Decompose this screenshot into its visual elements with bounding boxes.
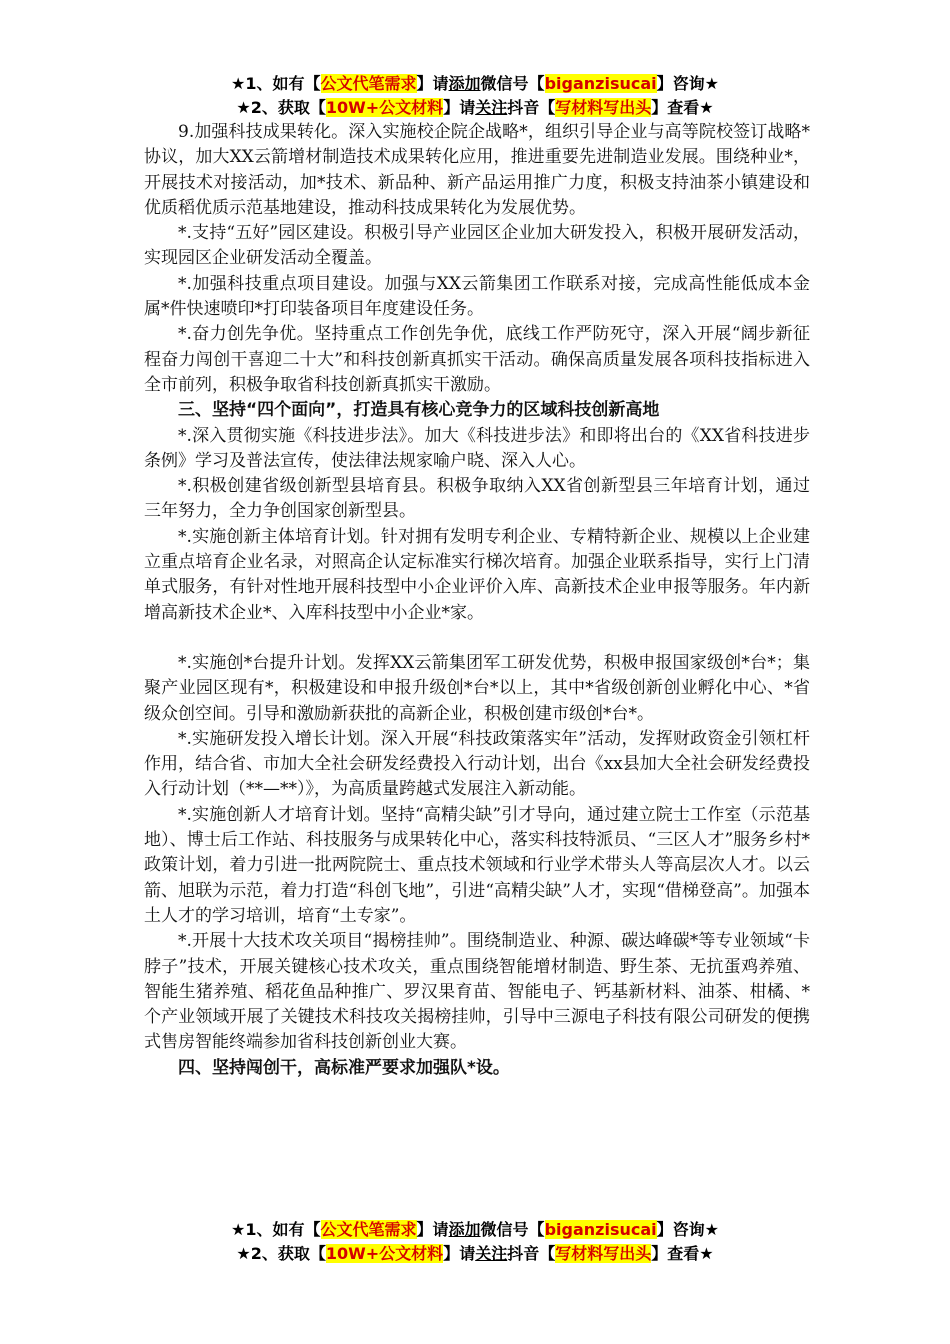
banner-text: 】咨询★: [656, 1220, 719, 1239]
banner-text: 】查看★: [651, 1244, 714, 1263]
banner-emphasis: 关注: [475, 1244, 508, 1263]
banner-emphasis: 添加: [448, 1220, 481, 1239]
banner-text: ★2、获取【: [236, 1244, 326, 1263]
banner-emphasis: 关注: [475, 98, 508, 117]
banner-text: 】请: [416, 74, 449, 93]
banner-highlight-materials: 10W+公文材料: [325, 1244, 444, 1263]
paragraph: *.实施研发投入增长计划。深入开展“科技政策落实年”活动，发挥财政资金引领杠杆作用，结合省、市加大全社会研发经费投入行动计划，出台《xx县加大全社会研发经费投入行动计划（**—**）》，为高质量跨越式发展注入新动能。: [144, 728, 810, 800]
banner-text: 抖音【: [507, 1244, 556, 1263]
banner-highlight-service: 公文代笔需求: [320, 1220, 417, 1239]
banner-highlight-wechat-id: biganzisucai: [544, 74, 657, 93]
paragraph: *.开展十大技术攻关项目“揭榜挂帅”。围绕制造业、种源、碳达峰碳*等专业领域“卡脖子”技术，开展关键核心技术攻关，重点围绕智能增材制造、野生茶、无抗蛋鸡养殖、智能生猪养殖、稻花鱼品种推广、罗汉果育苗、智能电子、钙基新材料、油茶、柑橘、*个产业领域开展了关键技术科技攻关揭榜挂帅，引导中三源电子科技有限公司研发的便携式售房智能终端参加省科技创新创业大赛。: [144, 931, 810, 1053]
banner-text: 】请: [443, 98, 476, 117]
banner-text: 】请: [416, 1220, 449, 1239]
banner-text: 微信号【: [480, 1220, 545, 1239]
banner-text: ★2、获取【: [236, 98, 326, 117]
promo-banner-top-line1: [0, 72, 950, 96]
paragraph: *.积极创建省级创新型县培育县。积极争取纳入XX省创新型县三年培育计划，通过三年努力，全力争创国家创新型县。: [144, 476, 810, 522]
banner-text: 】咨询★: [656, 74, 719, 93]
paragraph: *.实施创*台提升计划。发挥XX云箭集团军工研发优势，积极申报国家级创*台*；集聚产业园区现有*，积极建设和申报升级创*台*以上，其中*省级创新创业孵化中心、*省级众创空间。引导和激励新获批的高新企业，积极创建市级创*台*。: [144, 652, 810, 724]
paragraph: *.实施创新主体培育计划。针对拥有发明专利企业、专精特新企业、规模以上企业建立重点培育企业名录，对照高企认定标准实行梯次培育。加强企业联系指导，实行上门清单式服务，有针对性地开展科技型中小企业评价入库、高新技术企业申报等服务。年内新增高新技术企业*、入库科技型中小企业*家。: [144, 526, 810, 623]
paragraph: *.加强科技重点项目建设。加强与XX云箭集团工作联系对接，完成高性能低成本金属*件快速喷印*打印装备项目年度建设任务。: [144, 273, 810, 320]
banner-highlight-wechat-id: biganzisucai: [544, 1220, 657, 1239]
banner-text: 抖音【: [507, 98, 556, 117]
paragraph: *.深入贯彻实施《科技进步法》。加大《科技进步法》和即将出台的《XX省科技进步条例》学习及普法宣传，使法律法规家喻户晓、深入人心。: [144, 425, 810, 471]
banner-text: ★1、如有【: [231, 74, 321, 93]
paragraph: *.支持“五好”园区建设。积极引导产业园区企业加大研发投入，积极开展研发活动，实现园区企业研发活动全覆盖。: [144, 223, 810, 269]
banner-highlight-douyin: 写材料写出头: [555, 98, 652, 117]
banner-emphasis: 添加: [448, 74, 481, 93]
paragraph: *.奋力创先争优。坚持重点工作创先争优，底线工作严防死守，深入开展“阔步新征程奋力闯创干喜迎二十大”和科技创新真抓实干活动。确保高质量发展各项科技指标进入全市前列，积极争取省科技创新真抓实干激励。: [144, 324, 810, 395]
paragraph: *.实施创新人才培育计划。坚持“高精尖缺”引才导向，通过建立院士工作室（示范基地）、博士后工作站、科技服务与成果转化中心，落实科技特派员、“三区人才”服务乡村*政策计划，着力引进一批两院院士、重点技术领域和行业学术带头人等高层次人才。以云箭、旭联为示范，着力打造“科创飞地”，引进“高精尖缺”人才，实现“借梯登高”。加强本土人才的学习培训，培育“土专家”。: [144, 804, 810, 926]
section-heading: 三、坚持“四个面向”，打造具有核心竞争力的区域科技创新高地: [178, 400, 660, 421]
document-body: [144, 120, 810, 1081]
banner-highlight-service: 公文代笔需求: [320, 74, 417, 93]
banner-text: ★1、如有【: [231, 1220, 321, 1239]
banner-text: 】请: [443, 1244, 476, 1263]
banner-text: 】查看★: [651, 98, 714, 117]
banner-text: 微信号【: [480, 74, 545, 93]
banner-highlight-douyin: 写材料写出头: [555, 1244, 652, 1263]
promo-banner-top-line2: [0, 96, 950, 120]
banner-highlight-materials: 10W+公文材料: [325, 98, 444, 117]
section-heading: 四、坚持闯创干，高标准严要求加强队*设。: [178, 1057, 510, 1078]
promo-banner-bottom-line2: [0, 1242, 950, 1266]
paragraph: 9.加强科技成果转化。深入实施校企院企战略*，组织引导企业与高等院校签订战略*协议，加大XX云箭增材制造技术成果转化应用，推进重要先进制造业发展。围绕种业*，开展技术对接活动，加*技术、新品种、新产品运用推广力度，积极支持油茶小镇建设和优质稻优质示范基地建设，推动科技成果转化为发展优势。: [144, 122, 810, 218]
promo-banner-bottom-line1: [0, 1218, 950, 1242]
